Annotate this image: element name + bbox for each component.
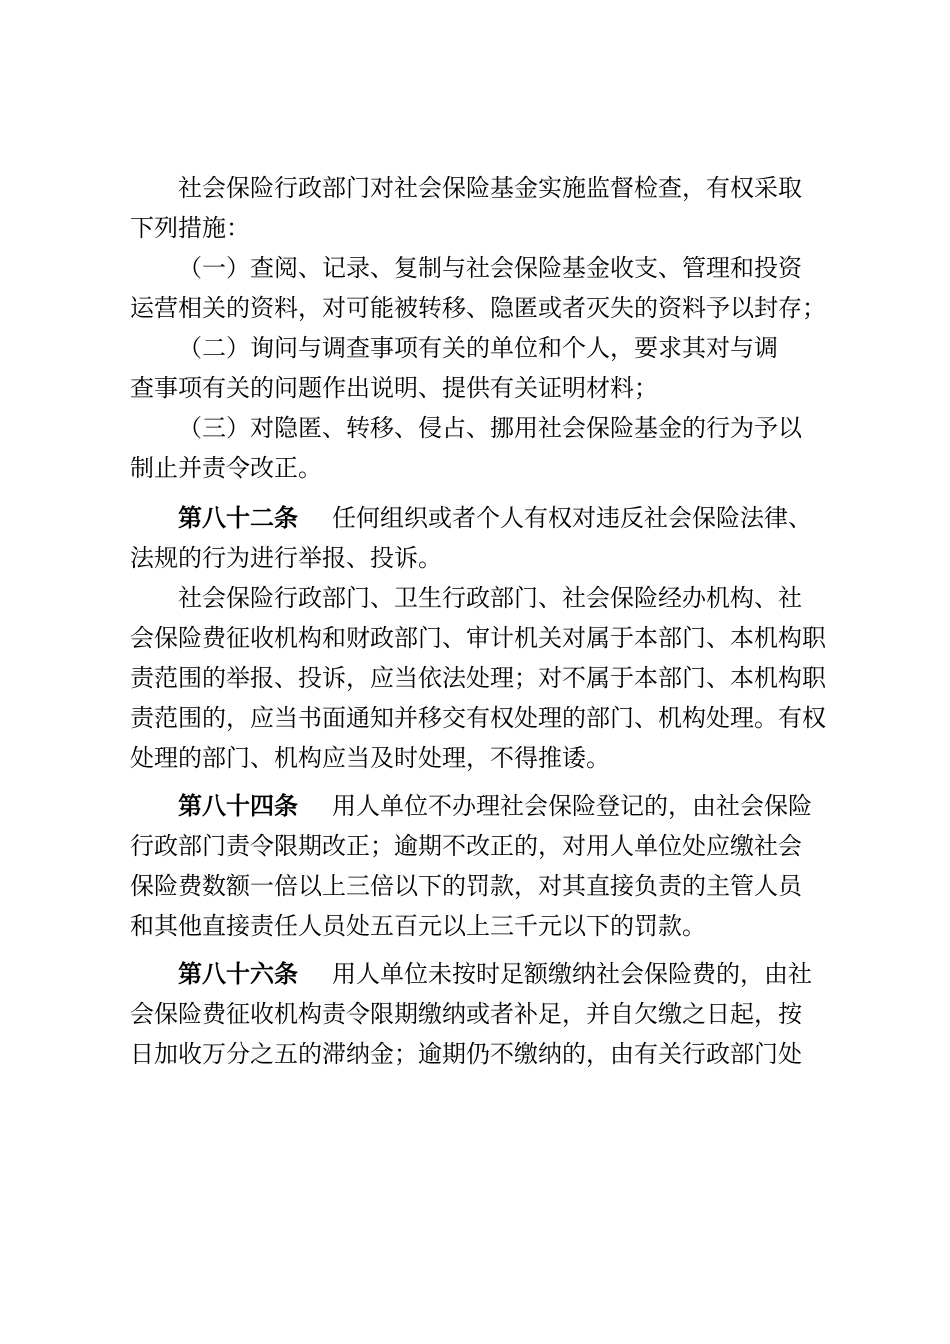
- document-page: [130, 168, 830, 1074]
- paragraph-item-one: [130, 248, 830, 328]
- text-line: 责范围的举报、投诉，应当依法处理；对不属于本部门、本机构职: [130, 664, 826, 692]
- text-line: 会保险费征收机构和财政部门、审计机关对属于本部门、本机构职: [130, 624, 826, 652]
- article-86: [130, 954, 830, 1074]
- text-line: 社会保险行政部门、卫生行政部门、社会保险经办机构、社: [178, 584, 802, 612]
- text-line: 查事项有关的问题作出说明、提供有关证明材料；: [130, 374, 658, 402]
- paragraph-item-two: [130, 328, 830, 408]
- paragraph-item-three: [130, 408, 830, 488]
- article-number: 第八十二条: [178, 504, 298, 532]
- text-line: 责范围的，应当书面通知并移交有权处理的部门、机构处理。有权: [130, 704, 826, 732]
- text-line: 制止并责令改正。: [130, 454, 322, 482]
- text-line: 行政部门责令限期改正；逾期不改正的，对用人单位处应缴社会: [130, 832, 802, 860]
- article-82: [130, 498, 830, 578]
- text-line: 下列措施：: [130, 214, 250, 242]
- text-line: [130, 954, 830, 994]
- article-number: 第八十六条: [178, 960, 298, 988]
- text-line: 法规的行为进行举报、投诉。: [130, 544, 442, 572]
- text-line: （三）对隐匿、转移、侵占、挪用社会保险基金的行为予以: [178, 414, 802, 442]
- text-line: （二）询问与调查事项有关的单位和个人，要求其对与调: [178, 334, 778, 362]
- article-text: 用人单位不办理社会保险登记的，由社会保险: [332, 792, 812, 820]
- paragraph-supervision-measures: [130, 168, 830, 248]
- text-line: 保险费数额一倍以上三倍以下的罚款，对其直接负责的主管人员: [130, 872, 802, 900]
- text-line: 和其他直接责任人员处五百元以上三千元以下的罚款。: [130, 912, 706, 940]
- text-line: 处理的部门、机构应当及时处理，不得推诿。: [130, 744, 610, 772]
- text-line: 日加收万分之五的滞纳金；逾期仍不缴纳的，由有关行政部门处: [130, 1040, 802, 1068]
- article-84: [130, 786, 830, 946]
- text-line: 运营相关的资料，对可能被转移、隐匿或者灭失的资料予以封存；: [130, 294, 826, 322]
- article-number: 第八十四条: [178, 792, 298, 820]
- text-line: 会保险费征收机构责令限期缴纳或者补足，并自欠缴之日起，按: [130, 1000, 802, 1028]
- text-line: （一）查阅、记录、复制与社会保险基金收支、管理和投资: [178, 254, 802, 282]
- text-line: [130, 498, 830, 538]
- paragraph-report-handling: [130, 578, 830, 778]
- article-text: 用人单位未按时足额缴纳社会保险费的，由社: [332, 960, 812, 988]
- article-text: 任何组织或者个人有权对违反社会保险法律、: [332, 504, 812, 532]
- text-line: [130, 786, 830, 826]
- text-line: 社会保险行政部门对社会保险基金实施监督检查，有权采取: [178, 174, 802, 202]
